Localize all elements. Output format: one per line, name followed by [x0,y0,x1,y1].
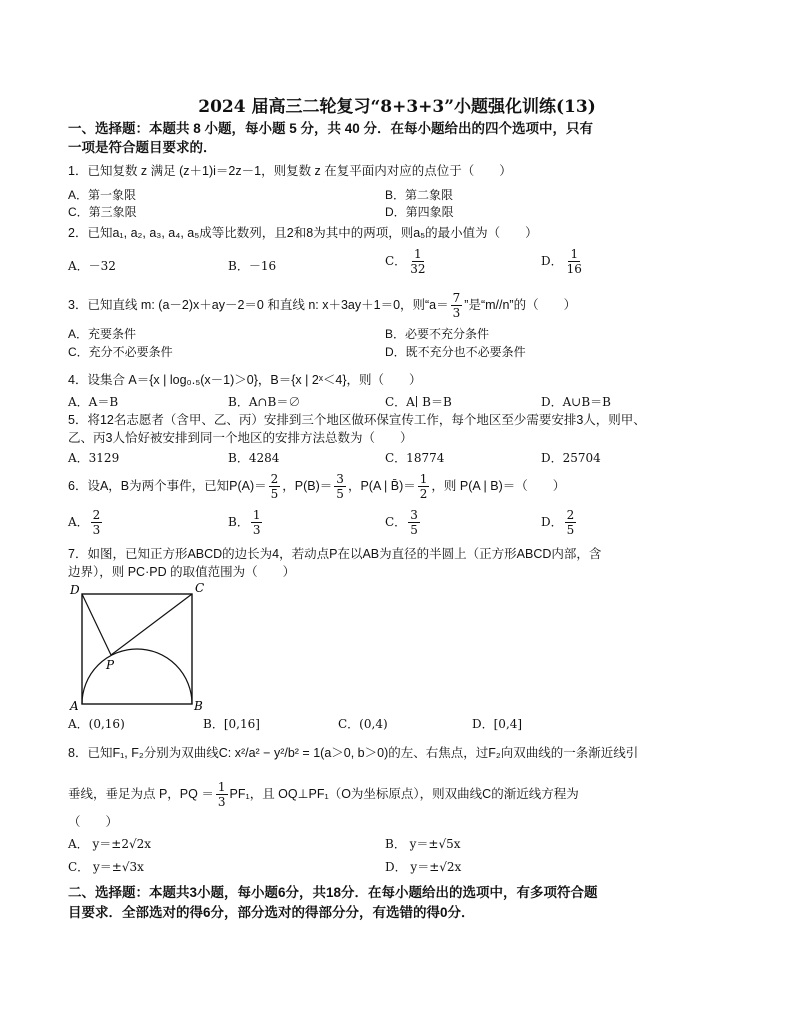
label-c: C [195,581,205,595]
q8-stem-line2-part2: PF₁，且 OQ⊥PF₁（O为坐标原点），则双曲线C的渐近线方程为 [229,786,579,801]
q6-option-b-denominator: 3 [252,523,261,537]
q3-option-a: A．充要条件 [68,327,137,341]
page-title: 2024 届高三二轮复习“8+3+3”小题强化训练(13) [198,97,596,117]
q6-option-c-label: C． [385,515,407,529]
q6-option-d-label: D． [541,515,563,529]
label-d: D [70,583,80,597]
label-b: B [194,699,203,712]
q6-option-d-numerator: 2 [566,508,575,522]
q1-option-a: A．第一象限 [68,188,137,202]
q6-pb-numerator: 3 [336,472,344,486]
q4-option-c: C．A∣ B＝B [385,395,452,409]
q2-option-a: A．－32 [68,259,116,273]
q3-stem [68,291,734,320]
q2-option-c-denominator: 32 [410,262,426,276]
q3-fraction-numerator: 7 [452,291,461,305]
q5-option-a: A．3129 [68,451,120,465]
q2-option-c-label: C． [385,254,407,268]
q6-option-a [68,508,104,537]
q2-option-c-numerator: 1 [414,247,422,261]
q6-option-b-numerator: 1 [252,508,261,522]
section1-line1: 一、选择题：本题共 8 小题，每小题 5 分，共 40 分．在每小题给出的四个选项中，只有 [68,121,594,136]
q4-option-d: D．A∪B＝B [541,395,611,409]
q6-stem-part3: ，P(A | B̄)＝ [347,478,416,493]
q6-option-d-denominator: 5 [566,523,575,537]
label-p: P [106,658,115,672]
q2-option-d-denominator: 16 [566,262,582,276]
q5-stem-line2: 乙、丙3人恰好被安排到同一个地区的安排方法总数为（ ） [68,431,413,445]
q6-stem-part1: 6．设A，B为两个事件，已知P(A)＝ [68,478,267,493]
q2-option-d-label: D． [541,254,563,268]
q8-option-b: B． y＝±√5x [385,837,461,851]
q4-option-b: B．A∩B＝∅ [228,395,301,409]
label-a: A [70,699,79,712]
q6-option-a-numerator: 2 [92,508,101,522]
q7-option-d: D．[0,4] [472,717,523,731]
q3-option-d: D．既不充分也不必要条件 [385,345,526,359]
q8-option-a: A． y＝±2√2x [68,837,151,851]
q1-option-b: B．第二象限 [385,188,454,202]
q3-fraction-denominator: 3 [452,306,461,320]
q6-pa-denominator: 5 [270,487,279,501]
q3-stem-part2: ”是“m//n”的（ ） [464,297,577,312]
q8-stem-line2-part1: 垂线，垂足为点 P，PQ ＝ [68,786,214,801]
q7-stem-line1: 7．如图，已知正方形ABCD的边长为4，若动点P在以AB为直径的半圆上（正方形ABCD内部，含 [68,547,602,561]
q7-figure [68,580,218,717]
q3-option-c: C．充分不必要条件 [68,345,173,359]
q3-stem-part1: 3．已知直线 m: (a－2)x＋ay－2＝0 和直线 n: x＋3ay＋1＝0，则“a＝ [68,297,449,312]
section1-line2: 一项是符合题目要求的． [68,140,217,155]
q6-option-a-denominator: 3 [92,523,101,537]
q2-option-c [385,247,429,276]
q5-option-b: B．4284 [228,451,280,465]
q8-fraction-numerator: 1 [217,780,226,794]
q6-option-c [385,508,422,537]
q6-option-b-label: B． [228,515,249,529]
q6-pc-numerator: 1 [419,472,428,486]
q5-option-d: D．25704 [541,451,601,465]
q8-option-c: C． y＝±√3x [68,860,144,874]
q7-stem-line2: 边界），则 PC·PD 的取值范围为（ ） [68,565,296,579]
q8-stem-line1: 8．已知F₁, F₂分别为双曲线C: x²/a² − y²/b² = 1(a＞0, b＞0)的左、右焦点，过F₂向双曲线的一条渐近线引 [68,746,639,760]
q6-option-c-denominator: 5 [410,523,418,537]
q2-stem: 2．已知a₁, a₂, a₃, a₄, a₅成等比数列，且2和8为其中的两项，则a₅的最小值为（ ） [68,226,538,240]
q7-option-a: A．(0,16) [68,717,125,731]
q6-option-a-label: A． [68,515,89,529]
segment-pd [82,594,111,655]
q2-option-b: B．－16 [228,259,277,273]
q7-option-c: C．(0,4) [338,717,388,731]
q6-stem [68,472,734,501]
q5-option-c: C．18774 [385,451,445,465]
q8-fraction-denominator: 3 [217,795,226,809]
q7-option-b: B．[0,16] [203,717,260,731]
q1-option-c: C．第三象限 [68,205,137,219]
semicircle-ab [82,649,192,704]
q4-stem: 4．设集合 A＝{x | log₀.₅(x－1)＞0}，B＝{x | 2ˣ＜4}，则（ ） [68,373,422,387]
q6-stem-part4: ，则 P(A | B)＝（ ） [431,478,566,493]
q2-option-d-numerator: 1 [570,247,579,261]
q6-pc-denominator: 2 [419,487,428,501]
q5-stem-line1: 5．将12名志愿者（含甲、乙、丙）安排到三个地区做环保宣传工作，每个地区至少需要安排3人，则甲、 [68,413,646,427]
q4-option-a: A．A＝B [68,395,119,409]
q1-option-d: D．第四象限 [385,205,454,219]
q6-option-c-numerator: 3 [410,508,418,522]
q6-option-b [228,508,264,537]
segment-pc [111,594,192,655]
q3-option-b: B．必要不充分条件 [385,327,490,341]
q8-stem-line2 [68,780,734,809]
section2-line1: 二、选择题：本题共3小题，每小题6分，共18分．在每小题给出的选项中，有多项符合题 [68,885,598,900]
q8-stem-line3: （ ） [68,815,119,829]
square-semicircle-diagram [68,580,218,712]
q6-stem-part2: ，P(B)＝ [282,478,333,493]
q1-stem: 1．已知复数 z 满足 (z＋1)i＝2z－1，则复数 z 在复平面内对应的点位于（ ） [68,164,512,178]
q6-pa-numerator: 2 [270,472,279,486]
section2-line2: 目要求．全部选对的得6分，部分选对的得部分分，有选错的得0分． [68,905,475,920]
q8-option-d: D． y＝±√2x [385,860,462,874]
q6-option-d [541,508,578,537]
q2-option-d [541,247,586,276]
q6-pb-denominator: 5 [336,487,344,501]
